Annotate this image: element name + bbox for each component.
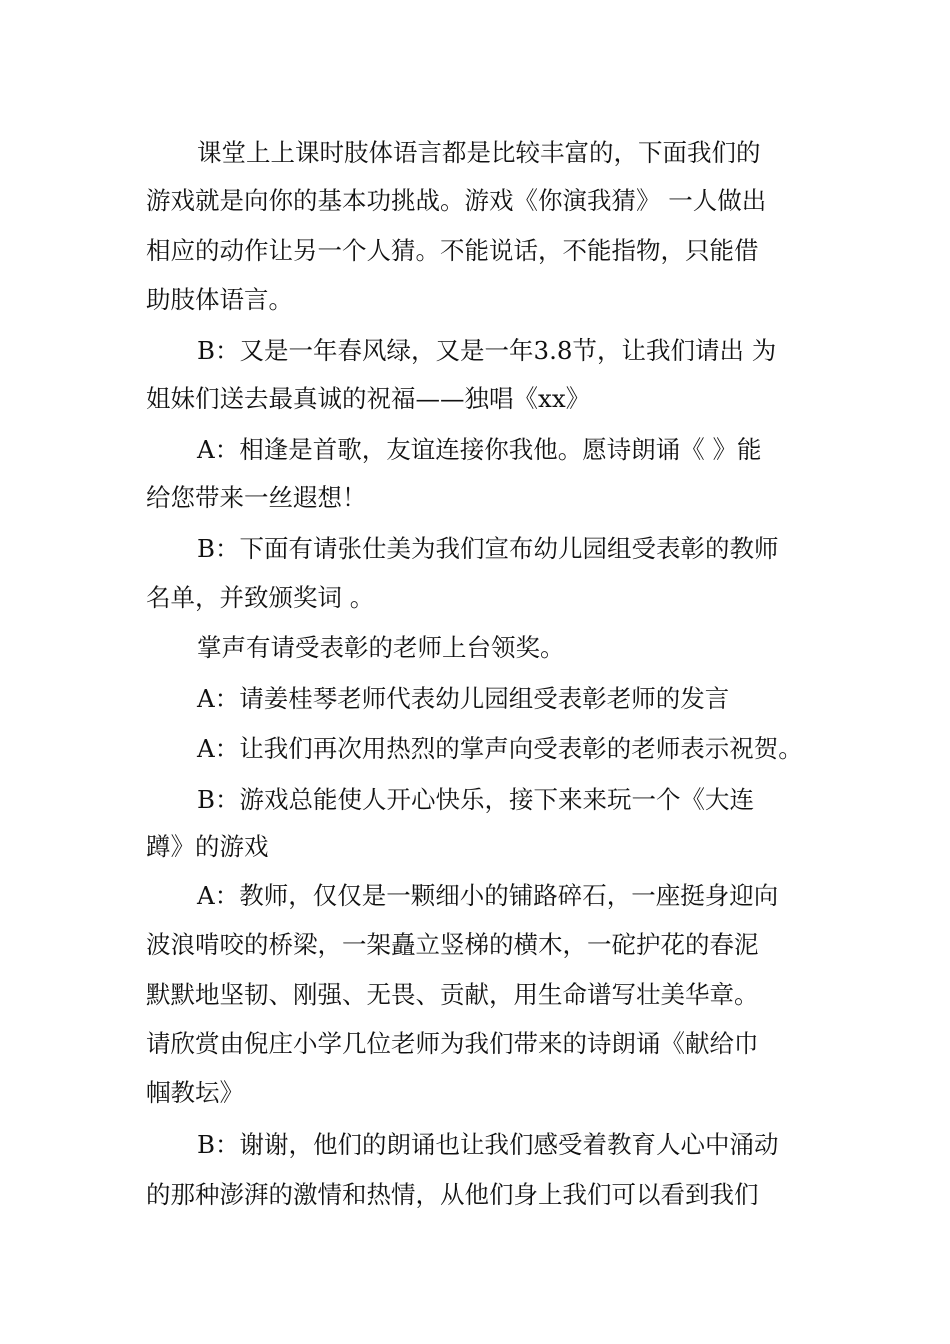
text-line: 的那种澎湃的激情和热情，从他们身上我们可以看到我们 <box>146 1180 759 1209</box>
text-line: 给您带来一丝遐想！ <box>146 483 367 512</box>
text-line: A：请姜桂琴老师代表幼儿园组受表彰老师的发言 <box>197 684 730 713</box>
text-line: 掌声有请受表彰的老师上台领奖。 <box>197 633 565 662</box>
text-line: A：教师，仅仅是一颗细小的铺路碎石，一座挺身迎向 <box>197 881 779 910</box>
text-line: B：下面有请张仕美为我们宣布幼儿园组受表彰的教师 <box>197 534 779 563</box>
text-line: 波浪啃咬的桥梁，一架矗立竖梯的横木，一砣护花的春泥 <box>146 930 759 959</box>
text-line: B：游戏总能使人开心快乐，接下来来玩一个《大连 <box>197 785 755 814</box>
text-line: 帼教坛》 <box>146 1078 244 1107</box>
text-line: 相应的动作让另一个人猜。不能说话，不能指物，只能借 <box>146 236 759 265</box>
text-line: 姐妹们送去最真诚的祝福——独唱《xx》 <box>146 384 591 413</box>
text-line: 课堂上上课时肢体语言都是比较丰富的，下面我们的 <box>197 138 761 167</box>
text-line: A：让我们再次用热烈的掌声向受表彰的老师表示祝贺。 <box>197 734 803 763</box>
text-line: B：谢谢，他们的朗诵也让我们感受着教育人心中涌动 <box>197 1130 779 1159</box>
text-line: 名单，并致颁奖词 。 <box>146 583 375 612</box>
text-line: 游戏就是向你的基本功挑战。游戏《你演我猜》 一人做出 <box>146 186 767 215</box>
text-line: B：又是一年春风绿，又是一年3.8节，让我们请出 为 <box>197 336 777 365</box>
text-line: 蹲》的游戏 <box>146 832 269 861</box>
text-line: 助肢体语言。 <box>146 285 293 314</box>
text-line: A：相逢是首歌，友谊连接你我他。愿诗朗诵《 》能 <box>197 435 762 464</box>
text-line: 请欣赏由倪庄小学几位老师为我们带来的诗朗诵《献给巾 <box>146 1029 759 1058</box>
text-line: 默默地坚韧、刚强、无畏、贡献，用生命谱写壮美华章。 <box>146 980 759 1009</box>
